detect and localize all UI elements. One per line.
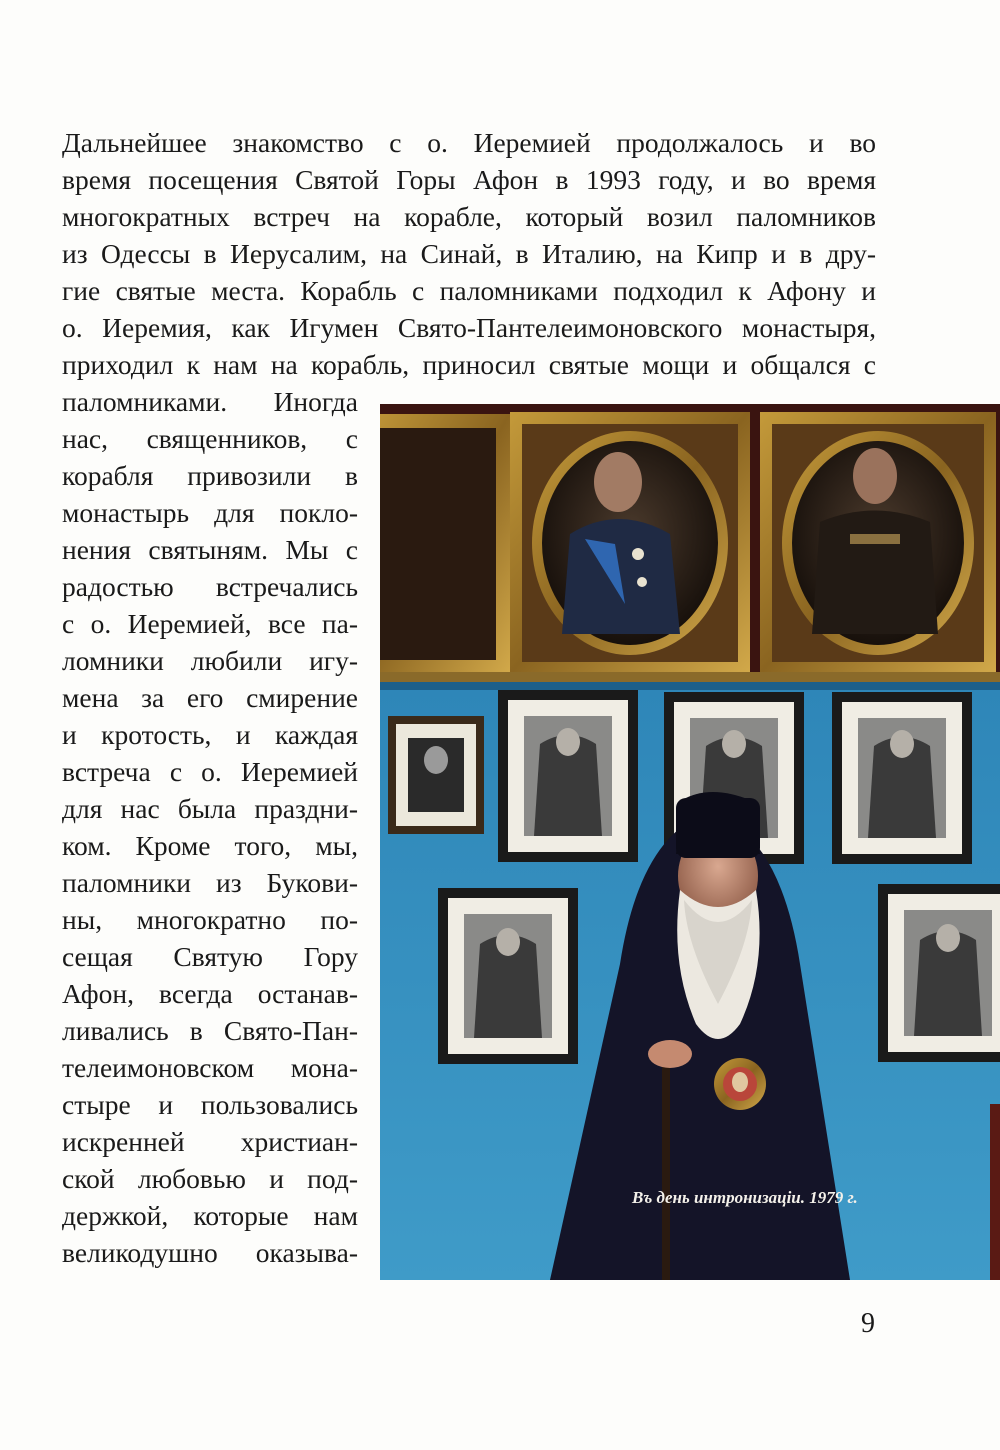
column-line: держкой, которые нам bbox=[62, 1200, 358, 1231]
column-line: ливались в Свято-Пан- bbox=[62, 1015, 358, 1046]
column-line: мена за его смирение bbox=[62, 682, 358, 713]
column-line: паломники из Букови- bbox=[62, 867, 358, 898]
portrait-frame-left bbox=[510, 412, 750, 674]
column-line: Афон, всегда останав- bbox=[62, 978, 358, 1009]
text-line: о. Иеремия, как Игумен Свято-Пантелеимоновского монастыря, bbox=[62, 312, 876, 343]
column-line: искренней христиан- bbox=[62, 1126, 358, 1157]
column-line: телеимоновском мона- bbox=[62, 1052, 358, 1083]
column-line: ломники любили игу- bbox=[62, 645, 358, 676]
photo-caption: Въ день интронизацiи. 1979 г. bbox=[632, 1188, 858, 1207]
photo-frame bbox=[832, 692, 972, 864]
monk-photograph bbox=[380, 404, 1000, 1280]
column-line: ской любовью и под- bbox=[62, 1163, 358, 1194]
text-line: приходил к нам на корабль, приносил святые мощи и общался с bbox=[62, 349, 876, 380]
column-line: нас, священников, с bbox=[62, 423, 358, 454]
text-line: гие святые места. Корабль с паломниками подходил к Афону и bbox=[62, 275, 876, 306]
column-line: встреча с о. Иеремией bbox=[62, 756, 358, 787]
text-line: многократных встреч на корабле, который возил паломников bbox=[62, 201, 876, 232]
column-line: с о. Иеремией, все па- bbox=[62, 608, 358, 639]
column-line: стыре и пользовались bbox=[62, 1089, 358, 1120]
column-line: ком. Кроме того, мы, bbox=[62, 830, 358, 861]
column-line: нения святыням. Мы с bbox=[62, 534, 358, 565]
column-line: для нас была праздни- bbox=[62, 793, 358, 824]
column-line: великодушно оказыва- bbox=[62, 1237, 358, 1268]
page-number: 9 bbox=[861, 1308, 875, 1339]
photo-frame bbox=[498, 690, 638, 862]
photo-frame bbox=[438, 888, 578, 1064]
text-line: время посещения Святой Горы Афон в 1993 году, и во время bbox=[62, 164, 876, 195]
photo-frame bbox=[878, 884, 1000, 1062]
text-line: из Одессы в Иерусалим, на Синай, в Италию, на Кипр и в дру- bbox=[62, 238, 876, 269]
column-line: паломниками. Иногда bbox=[62, 386, 358, 417]
column-line: и кротость, и каждая bbox=[62, 719, 358, 750]
column-line: ны, многократно по- bbox=[62, 904, 358, 935]
text-line: Дальнейшее знакомство с о. Иеремией продолжалось и во bbox=[62, 127, 876, 158]
photo-frame bbox=[388, 716, 484, 834]
column-line: радостью встречались bbox=[62, 571, 358, 602]
column-line: сещая Святую Гору bbox=[62, 941, 358, 972]
portrait-frame-right bbox=[760, 412, 996, 674]
column-line: корабля привозили в bbox=[62, 460, 358, 491]
column-line: монастырь для покло- bbox=[62, 497, 358, 528]
